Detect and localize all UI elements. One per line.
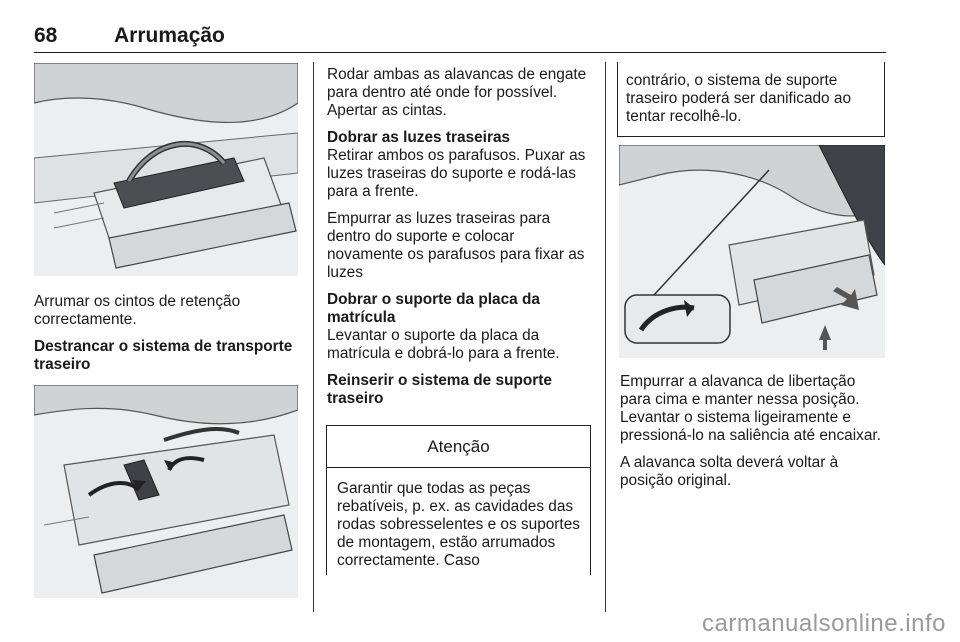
warning-title: Atenção — [327, 426, 590, 468]
para-push-release-lever: Empurrar a alavanca de libertação para cima e manter nessa posição. Levantar o sistema ligeiramente e pressioná-lo na saliência até encaixar. — [620, 373, 881, 444]
page-header — [34, 24, 886, 53]
heading-fold-taillights: Dobrar as luzes traseiras — [327, 129, 511, 146]
heading-reinsert-carrier: Reinserir o sistema de suporte traseiro — [327, 372, 552, 407]
column3-text-block — [620, 373, 886, 499]
warning-box-continued: contrário, o sistema de suporte traseiro poderá ser danificado ao tentar recolhê-lo. — [617, 62, 885, 137]
figure-release-lever — [619, 145, 885, 358]
column-divider-1 — [313, 62, 314, 612]
watermark: carmanualsonline.info — [702, 610, 946, 637]
warning-box — [326, 425, 591, 575]
para-lift-plate-holder: Levantar o suporte da placa da matrícula e dobrá-lo para a frente. — [327, 327, 560, 362]
para-lever-returns: A alavanca solta deverá voltar à posição original. — [620, 454, 839, 489]
caption-belts: Arrumar os cintos de retenção correctamente. — [34, 293, 241, 328]
para-remove-screws: Retirar ambos os parafusos. Puxar as luzes traseiras do suporte e rodá-las para a frente. — [327, 147, 586, 200]
figure-unlock-carrier — [34, 385, 298, 598]
illustration-unlock-levers — [34, 385, 298, 598]
para-rotate-levers: Rodar ambas as alavancas de engate para dentro até onde for possível. Apertar as cintas. — [327, 66, 587, 119]
column2-text-block — [327, 66, 593, 408]
page-title: Arrumação — [114, 24, 225, 47]
figure-belts-stowed — [34, 63, 298, 276]
illustration-release-lever — [619, 145, 885, 358]
para-push-taillights: Empurrar as luzes traseiras para dentro do suporte e colocar novamente os parafusos para fixar as luzes — [327, 210, 585, 281]
warning-body: Garantir que todas as peças rebatíveis, p. ex. as cavidades das rodas sobresselentes e os suportes de montagem, estão arrumados correctamente. Caso — [337, 480, 580, 569]
page-number: 68 — [34, 24, 58, 47]
column1-caption-block — [34, 293, 296, 374]
heading-unlock-carrier: Destrancar o sistema de transporte traseiro — [34, 338, 293, 373]
illustration-carrier-belts — [34, 63, 298, 276]
heading-fold-plate-holder: Dobrar o suporte da placa da matrícula — [327, 291, 540, 326]
column-divider-2 — [605, 62, 606, 612]
